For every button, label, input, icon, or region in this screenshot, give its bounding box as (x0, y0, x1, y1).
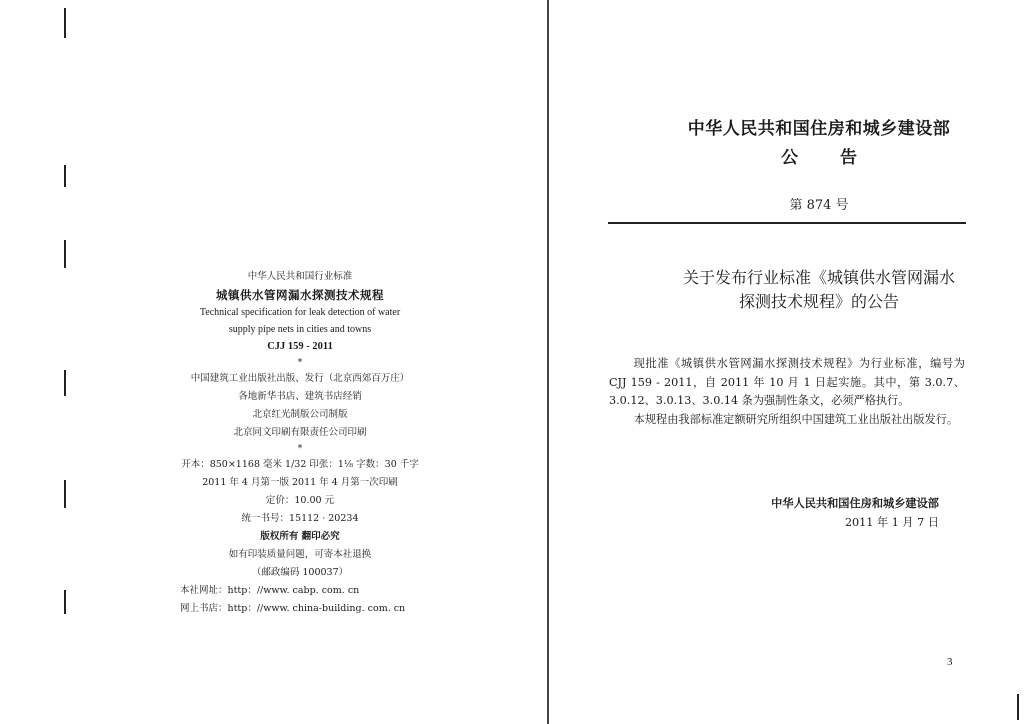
plate-maker-line: 北京红光制版公司制版 (252, 409, 348, 420)
heading-rule (608, 222, 966, 224)
rights-line: 版权所有 翻印必究 (260, 531, 340, 542)
announcement-number: 第 874 号 (789, 198, 849, 213)
announcement-heading: 公告 (781, 148, 899, 168)
separator-mark: * (297, 444, 303, 454)
edition-line: 2011 年 4 月第一版 2011 年 4 月第一次印刷 (202, 477, 398, 488)
announcement-body (609, 355, 965, 429)
signature-block (619, 494, 939, 532)
printer-line: 北京同文印刷有限责任公司印刷 (233, 427, 367, 438)
announcement-title-line-1: 关于发布行业标准《城镇供水管网漏水 (682, 268, 955, 287)
announcement-title (619, 266, 1019, 314)
format-line: 开本：850×1168 毫米 1/32 印张：1⅛ 字数：30 千字 (181, 459, 419, 470)
standard-title-en-line-2: supply pipe nets in cities and towns (228, 324, 372, 335)
website-line: 本社网址：http：//www. cabp. com. cn (180, 585, 360, 596)
page-number: 3 (947, 656, 953, 668)
separator-mark: * (297, 358, 303, 368)
isbn-line: 统一书号：15112 · 20234 (241, 513, 359, 524)
distributor-line: 各地新华书店、建筑书店经销 (238, 391, 362, 402)
bookstore-line: 网上书店：http：//www. china-building. com. cn (180, 603, 406, 614)
right-page (549, 0, 1024, 724)
body-paragraph-1: 现批准《城镇供水管网漏水探测技术规程》为行业标准，编号为 CJJ 159 - 2011，自 2011 年 10 月 1 日起实施。其中，第 3.0.7、3.0.12、3.0.13、3.0.14 条为强制性条文，必须严格执行。 (609, 357, 965, 407)
signature-organization: 中华人民共和国住房和城乡建设部 (771, 496, 939, 510)
price-line: 定价：10.00 元 (265, 495, 335, 506)
standard-series: 中华人民共和国行业标准 (247, 271, 353, 282)
standard-code: CJJ 159 - 2011 (267, 341, 333, 352)
colophon (170, 268, 430, 618)
postcode-line: （邮政编码 100037） (251, 567, 349, 578)
signature-date: 2011 年 1 月 7 日 (844, 516, 939, 529)
standard-title-cn: 城镇供水管网漏水探测技术规程 (216, 288, 384, 302)
publisher-line: 中国建筑工业出版社出版、发行（北京西郊百万庄） (190, 373, 410, 384)
returns-line: 如有印装质量问题，可寄本社退换 (228, 549, 372, 560)
issuing-ministry-heading: 中华人民共和国住房和城乡建设部 (687, 119, 951, 139)
announcement-title-line-2: 探测技术规程》的公告 (738, 292, 899, 311)
body-paragraph-2: 本规程由我部标准定额研究所组织中国建筑工业出版社出版发行。 (633, 412, 959, 426)
standard-title-en-line-1: Technical specification for leak detection of water (199, 307, 401, 318)
